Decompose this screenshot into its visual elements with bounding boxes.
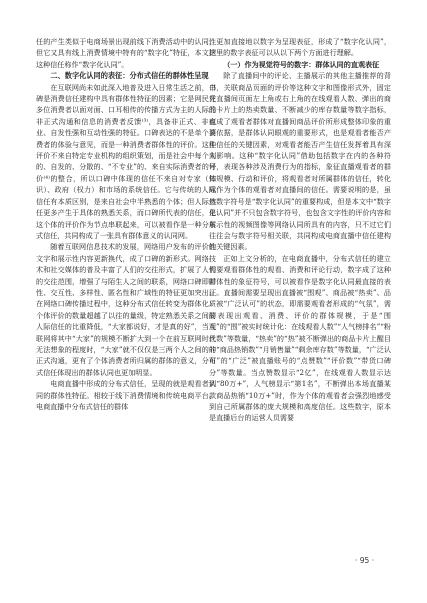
page-number: · 95 · xyxy=(355,556,375,565)
paragraph: 在互联网尚未如此深入地普及进入日常生活之前，口碑是消费信任建构中具有群体性特征的因素；它是网民凭多位消费者以面对面、口耳相传的传播方式为主的人际的非正式沟通和信息的消费者反馈⁽³⁾，具备非正式、非商业、自发性强和互动性强的特征。口碑表达的不是单个消费者的体验与意见，而是一种消费者群体性的评价。这种评价不来自特定专业机构的组织策划，而是社会中每个人的、自发的、分散的、“不专业”的、来自实际消费者的评价⁽⁴⁾的整合，所以口碑中体现的信任不来自对专家（知识）、政府（权力）和市场的系统信任。它与传统的人际信任有本质区别，是来自社会中半熟悉的个体；但人际信任更多产生于具体的熟悉关系，而口碑所代表的信任，是这个体的评价作为节点串联起来，可以被看作是一种分布式信任，共同构成了一张具有群体意义的认同网。 xyxy=(36,82,216,240)
paragraph: 正如上文分析的，在电商直播中，分布式信任的建立需要观看群体性的观看、消费和评论行动，数字成了这种群体性的象征符号，可以被看作是数字化认同最直接的表征。直播间需要呈现出直播被“围观”、商品被“热卖”、品质被“广泛认可”的状态，即需要观看者形成的“气氛”，需要表现出观看、消费、评价的群体规模，于是“围观”的“围”被实时统计化：在线观看人数”“人气榜排名”“粉丝数”等数量，“热卖”的“热”被不断弹出的商品卡片上醒目的“商品热销数”“月销售量”“剩余库存数”等数量，“广泛认可”的“广泛”被直播账号的“点赞数”“评价数”“带货口碑分”等数量。当点赞数显示“2亿”，在线观看人数显示达到“80万+”，人气榜显示“第1名”，不断弹出本场直播某款商品热销“10万+”时，作为个体的观看者会强烈地感受到自己所属群体的庞大规模和高度信任。这些数字，原本是直播后台的运营人员需要 xyxy=(209,253,391,423)
paragraph: 除了直播间中的评论、主播展示的其他主播推荐的背书，关联商品页面的评价等这种文字和图像形式外，固定在直播间页面左上角或右上角的在线观看人数、弹出的商品卡片上的热卖数量、不断减少的库存数量等数字指标，也成了观看者群体对直播间商品评价所形成整体印象的重要依据，是群体认同眼观的重要形式，也是观看者能否产生信任的关键因素，对观看者能否产生信任发挥着具有深刻影响。这种“数字化认同”借助包括数字在内的各种符号，表现各种涉及消费行为的指标，象征直播观看者的群体规模、行动和评价，将观看者对所属群体的信任，转化成作为个体的观看者对直播间的信任。需要说明的是，虽然数字符号是“数字化认同”的重要构成，但是本文中“数字化认同”并不只包含数字符号，也包含文字性的评价内容和展示性的视频图像等网络认同所具有的内容，只不过它们往往会与数字符号相关联，共同构成电商直播中信任建构的关键因素。 xyxy=(209,71,391,252)
paragraph: 性更加直接地以数字为呈现表征，形成了“数字化认同”，这里的数字表征可以从以下两个方面进行理解。 xyxy=(209,37,391,58)
right-column xyxy=(209,36,391,424)
left-column xyxy=(36,36,216,412)
paragraph: 随着互联网信息技术的发展，网络用户发布的评价性文字和展示性内容更新换代，成了口碑的新形式。网络技术和社交媒体的普及丰富了人们的交往形式，扩展了人们的交往范围，增强了与陌生人之间的联系，网络口碑即时性、交互性、多样性、匿名性和广域性的特征更加突出。在网络口碑传播过程中，这种分布式信任转变为群体化：个体评价的数量超越了以往的量级，特定熟悉关系之间的人际信任的比重降低，“大家都说好，才是真的好”，当互联网将其中“大家”的规模不断扩大到一个在前互联网时代无法想象的程度时，“大家”就不仅仅是三两个人之间的非正式沟通，更有了个体消费者所归属的群体的意义，分布式信任体现出的群体认同也更加明显。 xyxy=(36,242,216,377)
subsection-heading: （一）作为视觉符号的数字：群体认同的直观表征 xyxy=(223,59,380,69)
paragraph: 任的产生类似于电商场景出现前线下消费活动中的认同，但它又具有线上消费情境中特有的“数字化”特征，本文把这种信任称作“数字化认同”。 xyxy=(36,37,216,69)
paragraph: 电商直播中形成的分布式信任，呈现的就是观看者认同的群体性特征。相较于线下消费情境和传统电商平台，电商直播中分布式信任的群体 xyxy=(36,379,216,411)
section-heading: 二、数字化认同的表征：分布式信任的群体性呈现 xyxy=(50,71,209,81)
